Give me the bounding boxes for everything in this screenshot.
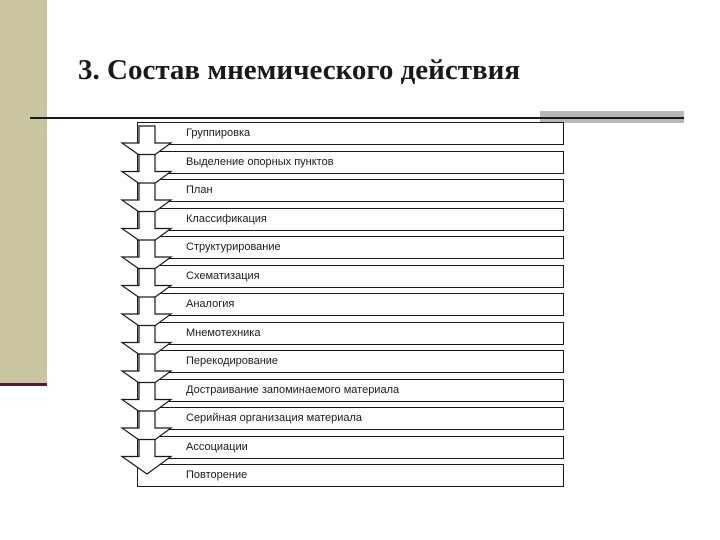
step-label: Выделение опорных пунктов: [186, 155, 334, 168]
step-label: Структурирование: [186, 241, 281, 253]
step-label: Схематизация: [186, 269, 260, 282]
step-label: Повторение: [186, 469, 248, 481]
step-label: Группировка: [186, 127, 251, 139]
step-label: Достраивание запоминаемого материала: [186, 383, 400, 396]
step-label: Ассоциации: [186, 440, 248, 453]
step-label: Аналогия: [186, 298, 235, 310]
step-label: Мнемотехника: [186, 326, 261, 339]
step-label: Серийная организация материала: [186, 412, 363, 424]
step-label: Перекодирование: [186, 355, 279, 367]
down-arrow-icon: [122, 440, 171, 475]
step-label: Классификация: [186, 212, 267, 225]
slide-title: 3. Состав мнемического действия: [78, 54, 521, 86]
step-label: План: [186, 184, 213, 196]
